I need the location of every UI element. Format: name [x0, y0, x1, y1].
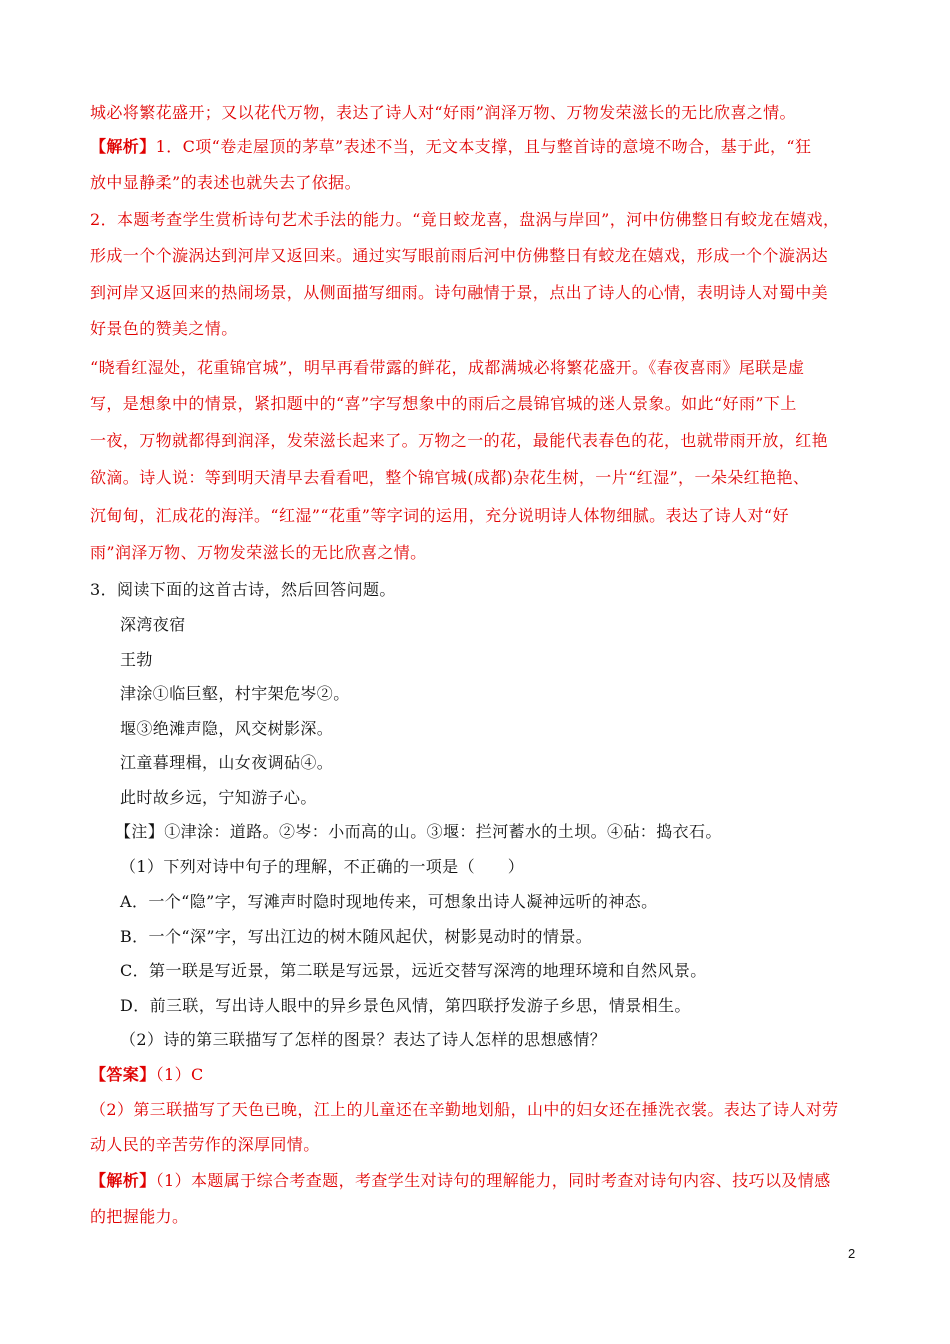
- analysis-paragraph-4-cont: 的把握能力。: [90, 1207, 189, 1226]
- answer-paragraph: 【答案】（1）C: [90, 1065, 204, 1084]
- poem-line: 堰③绝滩声隐，风交树影深。: [120, 719, 334, 738]
- poem-notes: 【注】①津涂：道路。②岑：小而高的山。③堰：拦河蓄水的土坝。④砧：捣衣石。: [115, 822, 722, 841]
- analysis-paragraph-1: 【解析】1．C项“卷走屋顶的茅草”表述不当，无文本支撑，且与整首诗的意境不吻合，基于此，“狂: [90, 137, 812, 156]
- option-c: C．第一联是写近景，第二联是写远景，远近交替写深湾的地理环境和自然风景。: [120, 961, 707, 980]
- poem-title: 深湾夜宿: [120, 615, 186, 634]
- analysis-paragraph-3-cont: 沉甸甸，汇成花的海洋。“红湿”“花重”等字词的运用，充分说明诗人体物细腻。表达了诗人对“好: [90, 506, 789, 525]
- analysis-label: 【解析】: [90, 137, 156, 156]
- sub-question-2: （2）诗的第三联描写了怎样的图景？表达了诗人怎样的思想感情？: [120, 1030, 607, 1049]
- option-d: D．前三联，写出诗人眼中的异乡景色风情，第四联抒发游子乡思，情景相生。: [120, 996, 691, 1015]
- analysis-paragraph-3-cont: 写，是想象中的情景，紧扣题中的“喜”字写想象中的雨后之晨锦官城的迷人景象。如此“好雨”下上: [90, 394, 797, 413]
- poem-author: 王勃: [120, 650, 153, 669]
- analysis-label: 【解析】: [90, 1171, 156, 1190]
- analysis-paragraph-2: 2．本题考查学生赏析诗句艺术手法的能力。“竟日蛟龙喜，盘涡与岸回”，河中仿佛整日有蛟龙在嬉戏，: [90, 210, 840, 229]
- analysis-paragraph-3-cont: 一夜，万物就都得到润泽，发荣滋长起来了。万物之一的花，最能代表春色的花，也就带雨开放，红艳: [90, 431, 829, 450]
- sub-question-1: （1）下列对诗中句子的理解，不正确的一项是（ ）: [120, 857, 525, 876]
- analysis-paragraph-2-cont: 形成一个个漩涡达到河岸又返回来。通过实写眼前雨后河中仿佛整日有蛟龙在嬉戏，形成一个个漩涡达: [90, 246, 829, 265]
- poem-line: 津涂①临巨壑，村宇架危岑②。: [120, 684, 350, 703]
- answer-paragraph-2-cont: 动人民的辛苦劳作的深厚同情。: [90, 1135, 320, 1154]
- answer-paragraph-2: （2）第三联描写了天色已晚，江上的儿童还在辛勤地划船，山中的妇女还在捶洗衣裳。表达了诗人对劳: [90, 1100, 839, 1119]
- page-number: 2: [848, 1246, 856, 1261]
- analysis-paragraph-1-cont: 放中显静柔”的表述也就失去了依据。: [90, 173, 361, 192]
- analysis-paragraph-3: “晓看红湿处，花重锦官城”，明早再看带露的鲜花，成都满城必将繁花盛开。《春夜喜雨》尾联是虚: [90, 358, 805, 377]
- analysis-paragraph-3-cont: 欲滴。诗人说：等到明天清早去看看吧，整个锦官城(成都)杂花生树，一片“红湿”，一朵朵红艳艳、: [90, 468, 810, 487]
- option-b: B．一个“深”字，写出江边的树木随风起伏，树影晃动时的情景。: [120, 927, 593, 946]
- analysis-paragraph-3-cont: 雨”润泽万物、万物发荣滋长的无比欣喜之情。: [90, 543, 427, 562]
- analysis-paragraph-2-cont: 到河岸又返回来的热闹场景，从侧面描写细雨。诗句融情于景，点出了诗人的心情，表明诗人对蜀中美: [90, 283, 829, 302]
- analysis-paragraph-4: 【解析】（1）本题属于综合考查题，考查学生对诗句的理解能力，同时考查对诗句内容、技巧以及情感: [90, 1171, 831, 1190]
- analysis-paragraph-2-cont: 好景色的赞美之情。: [90, 319, 238, 338]
- option-a: A．一个“隐”字，写滩声时隐时现地传来，可想象出诗人凝神远听的神态。: [120, 892, 658, 911]
- answer-continuation: 城必将繁花盛开；又以花代万物，表达了诗人对“好雨”润泽万物、万物发荣滋长的无比欣喜之情。: [90, 103, 796, 122]
- question-3-heading: 3．阅读下面的这首古诗，然后回答问题。: [90, 580, 396, 599]
- answer-label: 【答案】: [90, 1065, 156, 1084]
- poem-line: 江童暮理楫，山女夜调砧④。: [120, 753, 334, 772]
- poem-line: 此时故乡远，宁知游子心。: [120, 788, 317, 807]
